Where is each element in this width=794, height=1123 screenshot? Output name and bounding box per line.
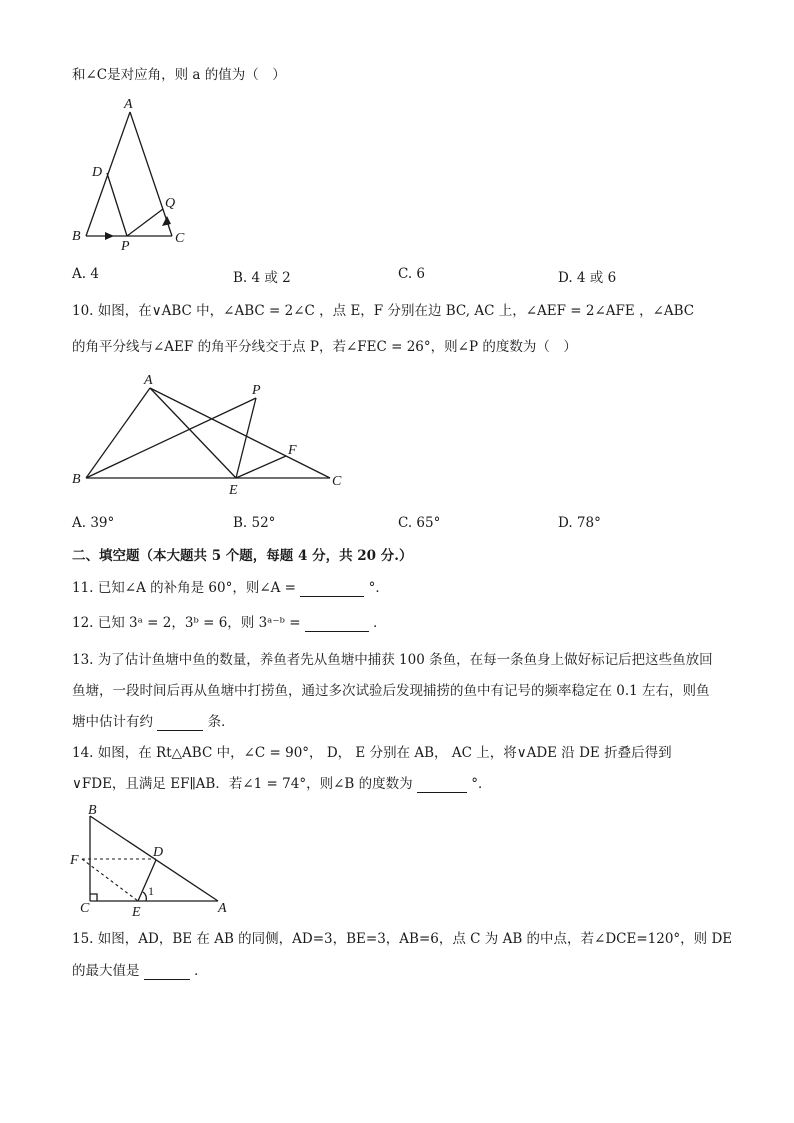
q10-option-a[interactable]: A. 39° xyxy=(72,515,115,531)
q10-label-f: F xyxy=(288,443,297,458)
q10-label-c: C xyxy=(332,474,342,489)
q10-segment-ae xyxy=(150,388,236,478)
q15-line-1: 15. 如图，AD，BE 在 AB 的同侧，AD=3，BE=3，AB=6，点 C 为 AB 的中点，若∠DCE=120°，则 DE xyxy=(72,931,733,947)
q14-label-e: E xyxy=(132,905,141,920)
q14-label-c: C xyxy=(80,901,90,916)
q10-label-e: E xyxy=(229,483,238,498)
q9-arrow-ca xyxy=(162,216,171,226)
q9-label-a: A xyxy=(124,97,133,112)
q14-label-a: A xyxy=(218,901,227,916)
q12-text-after: ． xyxy=(373,615,387,631)
q10-option-b[interactable]: B. 52° xyxy=(233,515,276,531)
q15-text-after: ． xyxy=(194,963,208,979)
q11-answer-blank[interactable] xyxy=(300,582,364,597)
q14-figure xyxy=(68,800,238,922)
q14-label-f: F xyxy=(70,853,79,868)
q15-line-2 xyxy=(72,962,208,980)
q10-label-a: A xyxy=(144,373,153,388)
q14-answer-blank[interactable] xyxy=(417,778,467,793)
q10-segment-ef xyxy=(236,456,286,478)
q10-figure xyxy=(68,368,358,500)
q13-line-3 xyxy=(72,713,235,731)
q14-text-after: °． xyxy=(471,776,492,792)
q9-segment-pq xyxy=(127,209,163,236)
q14-line-1: 14. 如图，在 Rt△ABC 中，∠C = 90°， D， E 分别在 AB， AC 上，将∨ADE 沿 DE 折叠后得到 xyxy=(72,745,672,761)
q11 xyxy=(72,579,389,597)
q14-label-b: B xyxy=(88,803,97,818)
q10-option-c[interactable]: C. 65° xyxy=(398,515,441,531)
q9-option-a[interactable]: A. 4 xyxy=(72,266,99,282)
q9-label-p: P xyxy=(121,239,130,254)
q14-angle-1-arc xyxy=(143,892,146,901)
q13-answer-blank[interactable] xyxy=(157,716,203,731)
q11-text-after: °． xyxy=(368,580,389,596)
q14-text-before: ∨FDE，且满足 EF∥AB．若∠1 = 74°，则∠B 的度数为 xyxy=(72,776,413,792)
q10-label-b: B xyxy=(72,472,81,487)
q9-label-d: D xyxy=(92,165,103,180)
q9-option-c[interactable]: C. 6 xyxy=(398,266,426,282)
q13-line-2: 鱼塘，一段时间后再从鱼塘中打捞鱼，通过多次试验后发现捕捞的鱼中有记号的频率稳定在 0.1 左右，则鱼 xyxy=(72,683,710,699)
q12 xyxy=(72,614,387,632)
q14-line-2 xyxy=(72,775,491,793)
q15-text-before: 的最大值是 xyxy=(72,963,140,979)
q15-answer-blank[interactable] xyxy=(144,965,190,980)
q14-label-d: D xyxy=(153,845,164,860)
q9-option-b[interactable]: B. 4 或 2 xyxy=(233,270,291,286)
q9-label-b: B xyxy=(72,229,81,244)
q13-text-after: 条． xyxy=(207,714,235,730)
q9-label-q: Q xyxy=(165,196,176,211)
q12-text-before: 12. 已知 3ᵃ = 2，3ᵇ = 6，则 3ᵃ⁻ᵇ = xyxy=(72,615,301,631)
q9-label-c: C xyxy=(175,231,185,246)
q9-stem-tail: 和∠C是对应角，则 a 的值为（ ） xyxy=(72,67,286,83)
q12-answer-blank[interactable] xyxy=(305,617,369,632)
q13-line-1: 13. 为了估计鱼塘中鱼的数量，养鱼者先从鱼塘中捕获 100 条鱼，在每一条鱼身上做好标记后把这些鱼放回 xyxy=(72,652,713,668)
q10-side-ab xyxy=(86,388,150,478)
q14-label-angle-1: 1 xyxy=(148,884,154,898)
q9-segment-dp xyxy=(107,173,127,236)
q10-line-2: 的角平分线与∠AEF 的角平分线交于点 P，若∠FEC = 26°，则∠P 的度数为（ ） xyxy=(72,339,577,355)
q13-text-before: 塘中估计有约 xyxy=(72,714,153,730)
section-2-heading: 二、填空题（本大题共 5 个题，每题 4 分，共 20 分.） xyxy=(72,548,413,564)
q11-text-before: 11. 已知∠A 的补角是 60°，则∠A = xyxy=(72,580,296,596)
q14-right-angle-mark xyxy=(90,894,97,901)
q9-option-d[interactable]: D. 4 或 6 xyxy=(558,270,617,286)
q9-figure xyxy=(68,96,198,256)
q10-option-d[interactable]: D. 78° xyxy=(558,515,601,531)
q9-arrow-bc xyxy=(105,232,114,240)
q10-segment-pe xyxy=(236,398,256,478)
q10-line-1: 10. 如图，在∨ABC 中，∠ABC = 2∠C ，点 E，F 分别在边 BC, AC 上，∠AEF = 2∠AFE ，∠ABC xyxy=(72,303,695,319)
q10-label-p: P xyxy=(252,383,261,398)
